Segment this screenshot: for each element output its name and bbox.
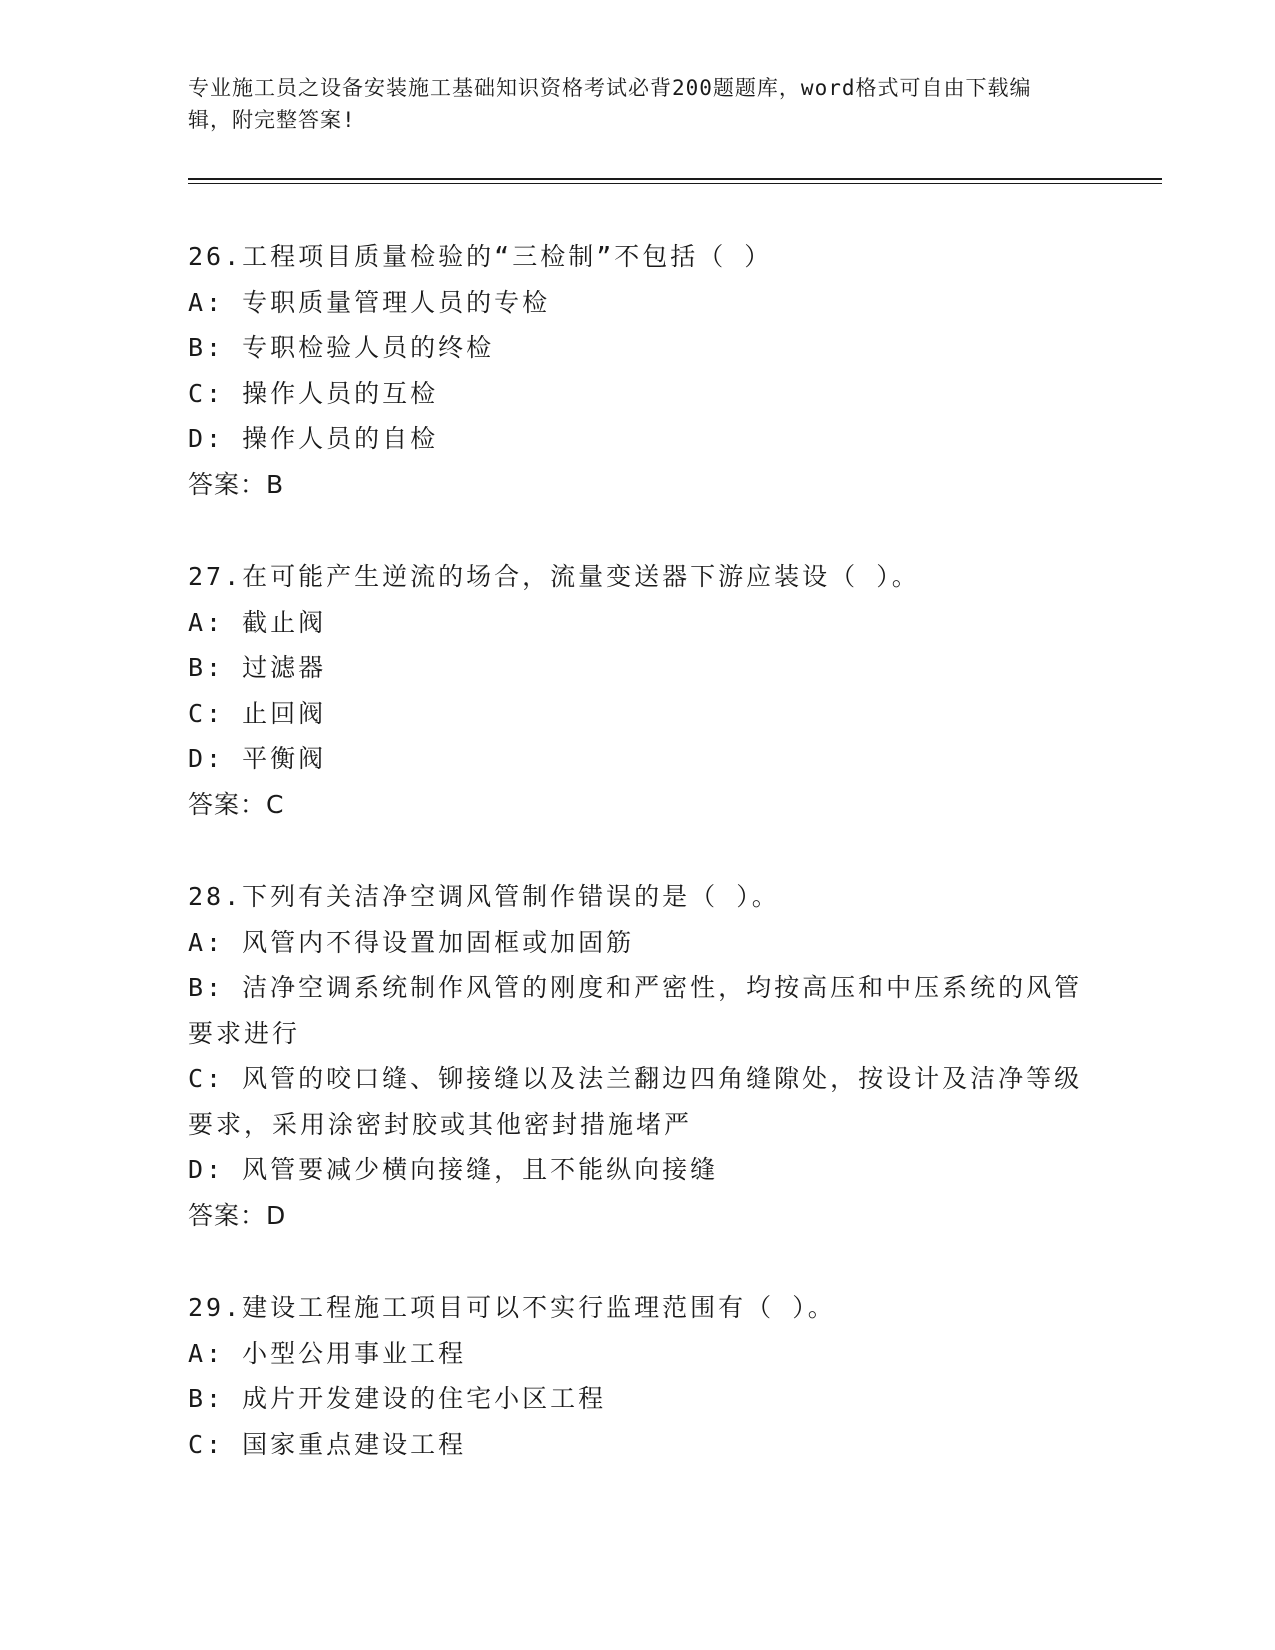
- question-list: [188, 234, 1088, 1514]
- option-a: A: 专职质量管理人员的专检: [188, 287, 551, 317]
- document-header: 专业施工员之设备安装施工基础知识资格考试必背200题题库，word格式可自由下载编辑，附完整答案!: [188, 76, 1032, 132]
- question-stem: 27.在可能产生逆流的场合，流量变送器下游应装设（ ）。: [188, 562, 920, 591]
- question-29: [188, 1285, 1088, 1467]
- option-a: A: 风管内不得设置加固框或加固筋: [188, 927, 635, 957]
- answer: 答案：C: [188, 789, 285, 819]
- option-a: A: 小型公用事业工程: [188, 1338, 467, 1368]
- option-c: C: 国家重点建设工程: [188, 1429, 467, 1459]
- header-rule-thin: [188, 183, 1162, 184]
- question-26: [188, 234, 1088, 507]
- answer: 答案：D: [188, 1200, 287, 1230]
- option-b: B: 成片开发建设的住宅小区工程: [188, 1384, 607, 1413]
- option-d: D: 平衡阀: [188, 744, 327, 773]
- option-c: C: 操作人员的互检: [188, 378, 439, 408]
- option-a: A: 截止阀: [188, 607, 327, 637]
- question-28: [188, 874, 1088, 1238]
- option-c: C: 止回阀: [188, 698, 327, 728]
- option-d: D: 操作人员的自检: [188, 424, 439, 453]
- option-b: B: 过滤器: [188, 653, 327, 682]
- option-c: C: 风管的咬口缝、铆接缝以及法兰翻边四角缝隙处，按设计及洁净等级要求，采用涂密封胶或其他密封措施堵严: [188, 1064, 1083, 1139]
- question-stem: 29.建设工程施工项目可以不实行监理范围有（ ）。: [188, 1293, 836, 1322]
- option-b: B: 洁净空调系统制作风管的刚度和严密性，均按高压和中压系统的风管要求进行: [188, 973, 1083, 1048]
- answer: 答案：B: [188, 469, 285, 499]
- header-rule-thick: [188, 178, 1162, 180]
- question-stem: 26.工程项目质量检验的“三检制”不包括（ ）: [188, 242, 773, 271]
- question-27: [188, 554, 1088, 827]
- option-d: D: 风管要减少横向接缝，且不能纵向接缝: [188, 1155, 719, 1184]
- option-b: B: 专职检验人员的终检: [188, 333, 495, 362]
- question-stem: 28.下列有关洁净空调风管制作错误的是（ ）。: [188, 882, 780, 911]
